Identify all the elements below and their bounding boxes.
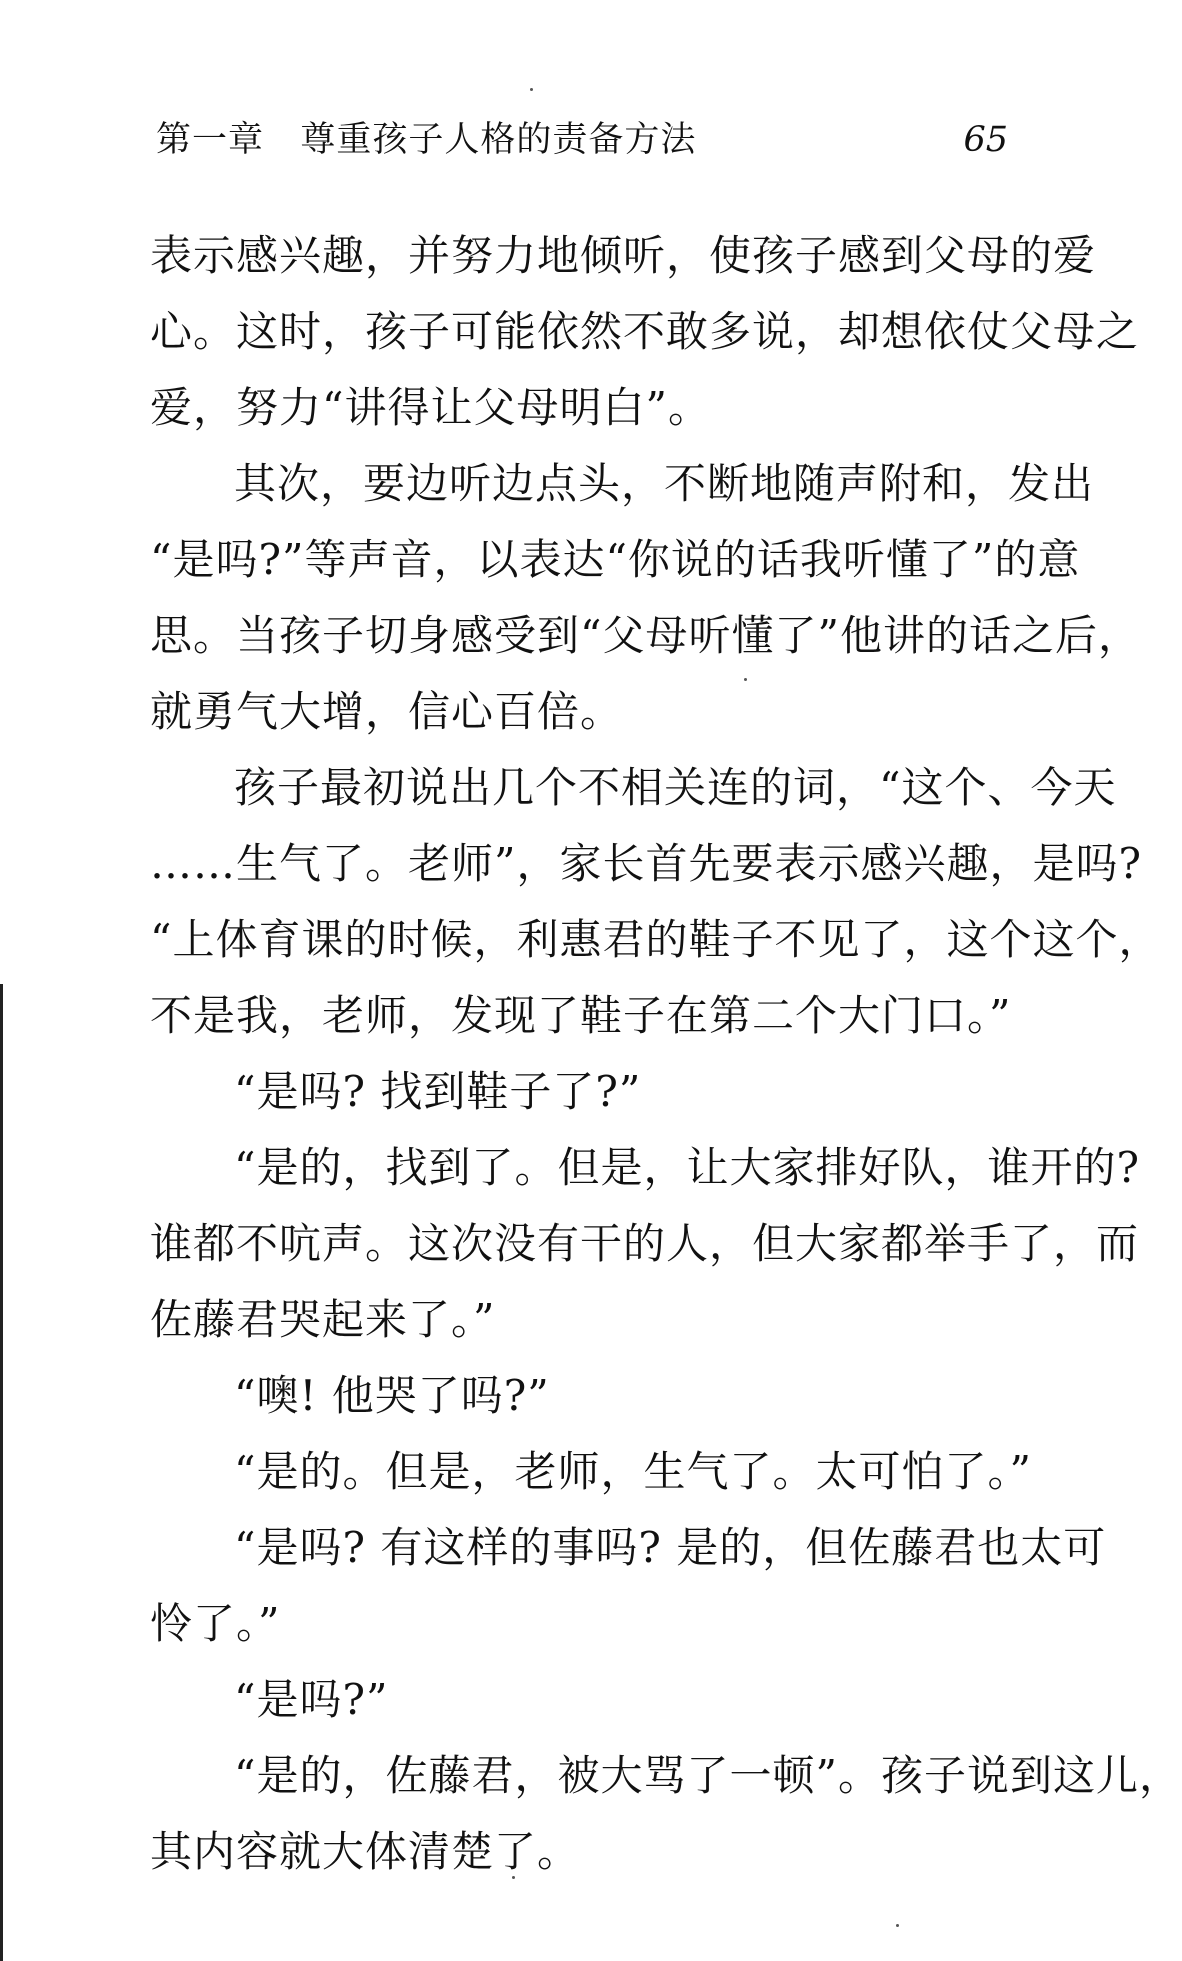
- body-text: [150, 218, 1182, 1890]
- text-line: “是的，佐藤君，被大骂了一顿”。孩子说到这儿，: [234, 1751, 1182, 1800]
- scan-speck: [530, 88, 533, 91]
- chapter-title: 第一章 尊重孩子人格的责备方法: [156, 120, 697, 160]
- text-line: 其次，要边听边点头，不断地随声附和，发出: [234, 459, 1095, 508]
- text-line: 心。这时，孩子可能依然不敢多说，却想依仗父母之: [150, 307, 1140, 356]
- text-line: 爱，努力“讲得让父母明白”。: [150, 383, 711, 432]
- text-line: 其内容就大体清楚了。: [150, 1827, 581, 1876]
- text-line: “是吗? 找到鞋子了?”: [234, 1067, 642, 1116]
- text-line: ……生气了。老师”，家长首先要表示感兴趣，是吗?: [150, 839, 1142, 888]
- text-line: “是的，找到了。但是，让大家排好队，谁开的?: [234, 1143, 1140, 1192]
- text-line: 谁都不吭声。这次没有干的人，但大家都举手了，而: [150, 1219, 1140, 1268]
- page-number: 65: [963, 120, 1008, 160]
- scan-speck: [512, 1876, 515, 1879]
- text-line: 怜了。”: [150, 1599, 281, 1648]
- text-line: “是的。但是，老师，生气了。太可怕了。”: [234, 1447, 1032, 1496]
- text-line: “噢! 他哭了吗?”: [234, 1371, 550, 1420]
- text-line: 孩子最初说出几个不相关连的词，“这个、今天: [234, 763, 1117, 812]
- running-header: [156, 110, 1008, 170]
- scan-speck: [896, 1924, 899, 1927]
- scan-edge-line: [0, 984, 3, 1961]
- text-line: “是吗? 有这样的事吗? 是的，但佐藤君也太可: [234, 1523, 1107, 1572]
- text-line: “是吗?”: [234, 1675, 389, 1724]
- text-line: “上体育课的时候，利惠君的鞋子不见了，这个这个，: [150, 915, 1162, 964]
- text-line: 就勇气大增，信心百倍。: [150, 687, 624, 736]
- text-line: 表示感兴趣，并努力地倾听，使孩子感到父母的爱: [150, 231, 1097, 280]
- text-line: 思。当孩子切身感受到“父母听懂了”他讲的话之后，: [150, 611, 1141, 660]
- text-line: 不是我，老师，发现了鞋子在第二个大门口。”: [150, 991, 1012, 1040]
- text-line: “是吗?”等声音，以表达“你说的话我听懂了”的意: [150, 535, 1081, 584]
- scan-speck: [744, 678, 747, 681]
- text-line: 佐藤君哭起来了。”: [150, 1295, 496, 1344]
